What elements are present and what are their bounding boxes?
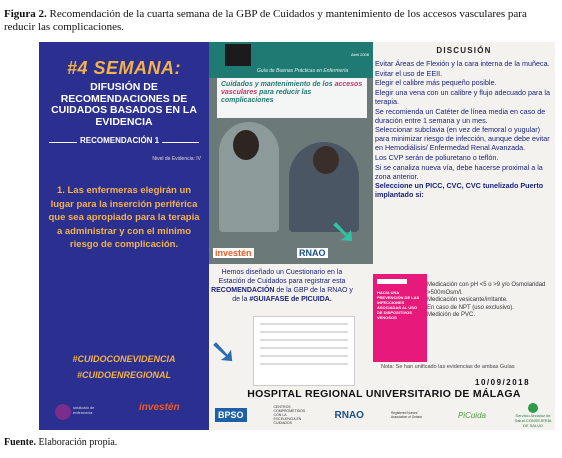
intro-text-pre: Hemos diseñado un Cuestionario en la Estación de Cuidados para registrar esta [218,269,346,285]
form-line [260,331,348,333]
guide-subtitle-post: para reducir las complicaciones [221,89,312,104]
note: Nota: Se han unificado las evidencias de ambas Guías [381,364,515,370]
investen-logo-text: investén [139,402,180,413]
junta-text: Servicio Andaluz de Salud CONSEJERÍA DE SALUD [514,412,552,428]
picuida-logo: PiCuida [457,410,486,420]
patient-head [313,146,339,174]
figure-caption [4,8,558,34]
union-logo-icon [55,404,71,420]
discussion-item: Seleccione un PICC, CVC, CVC tunelizado Puerto implantado si: [375,181,544,200]
guide-rnao-logo: RNAO [299,248,326,258]
intro-text-bold1: RECOMENDACIÓN [211,287,275,294]
condition-item: Medicación con pH <5 o >9 y/o Osmolaridad >500mOsm/l. [427,282,546,296]
bpso-text: CENTROS COMPROMETIDOS CON LA EXCELENCIA EN CUIDADOS [273,405,306,425]
discussion-item: Los CVP serán de poliuretano o teflón. [375,153,499,163]
form-line [260,355,348,357]
discussion-item: Seleccionar subclavia (en vez de femoral o yugular) para minimizar riesgo de infección, aunque debe evitar en Hemodiálisis/ Enfermedad Renal Avanzada. [375,125,550,153]
condition-item: Medición de PVC. [427,312,476,318]
investen-logo [139,402,180,413]
figure-label: Figura 2. [4,8,47,20]
junta-logo [513,403,553,428]
hospital-name: HOSPITAL REGIONAL UNIVERSITARIO DE MÁLAGA [247,388,521,400]
arrow-down-icon: ➘ [209,332,238,372]
prevention-guide-title: HACIA UNA PREVENCIÓN DE LAS INFECCIONES ASOCIADAS AL USO DE DISPOSITIVOS VENOSOS [377,290,420,320]
guide-subtitle-pre: Cuidados y mantenimiento de los [221,81,335,88]
guide-investen-logo [213,248,254,258]
guide-date: Abril 2008 [350,52,369,57]
poster [39,42,555,430]
discussion-item: Evitar Áreas de Flexión y la cara interna de la muñeca. [375,59,550,69]
poster-date: 10/09/2018 [475,378,531,387]
conditions-list [427,282,553,320]
logo-bar [215,402,553,428]
condition-item: En caso de NPT (uso exclusivo). [427,304,514,311]
bpso-logo: BPSO [215,408,247,422]
questionnaire-screenshot [253,316,355,386]
guide-subtitle-box [217,78,367,118]
prevention-guide-cover [373,274,427,362]
intro-text [211,268,353,304]
discussion-title: DISCUSIÓN [436,46,492,55]
recommendation-text: 1. Las enfermeras elegirán un lugar para la inserción periférica que sea apropiado para la terapia a administrar y con el mínimo riesgo de complicación. [48,185,200,250]
hashtag-regional: #CUIDOENREGIONAL [76,370,171,380]
source-label: Fuente. [4,437,36,448]
guide-subtitle [221,81,363,105]
nurse-head [233,130,259,160]
discussion-section [375,46,553,200]
intro-text-mid: de la GBP de la RNAO y de la [232,287,353,303]
rnao-logo: RNAO [334,409,364,421]
form-line [260,323,348,325]
form-line [260,339,348,341]
guide-badge [225,44,251,66]
panel-heading: DIFUSIÓN DE RECOMENDACIONES DE CUIDADOS BASADOS EN LA EVIDENCIA [51,81,197,128]
discussion-item: Si se canaliza nueva vía, debe hacerse proximal a la zona anterior. [375,162,543,181]
arrow-right-icon: ➘ [329,212,358,252]
junta-icon [528,403,538,413]
left-panel [39,42,209,430]
evidence-level: Nivel de Evidencia: IV [152,156,201,162]
form-line [260,363,348,365]
condition-item: Medicación vesicante/irritante. [427,297,508,303]
week-title: #4 SEMANA: [66,58,182,78]
discussion-item: Se recomienda un Catéter de línea media en caso de duración entre 1 semana y un mes. [375,106,546,125]
discussion-item: Elegir el calibre más pequeño posible. [375,78,497,88]
figure-caption-text: Recomendación de la cuarta semana de la GBP de Cuidados y mantenimiento de los accesos vasculares para reducir las complicaciones. [4,8,527,33]
intro-text-bold2: #GUIAFASE de PICUIDA. [249,296,332,303]
rnao-text: Registered Nurses' Association of Ontario [390,411,423,419]
guide-investen-text: investén [215,248,252,258]
source-text: Elaboración propia. [35,437,118,448]
form-line [260,347,348,349]
discussion-item: Evitar el uso de EEII. [375,68,443,78]
discussion-item: Elegir una vena con un calibre y flujo adecuado para la terapia. [375,87,551,106]
hashtag-evidencia: #CUIDOCONEVIDENCIA [72,354,176,364]
source-note [4,437,117,448]
guide-series: Guía de Buenas Prácticas en Enfermería [257,68,349,74]
guide-logo [377,279,407,284]
union-logo-text: sindicato de enfermería [73,405,95,415]
recommendation-label: RECOMENDACIÓN 1 [77,136,162,145]
guide-subtitle-em: accesos vasculares [221,81,363,96]
